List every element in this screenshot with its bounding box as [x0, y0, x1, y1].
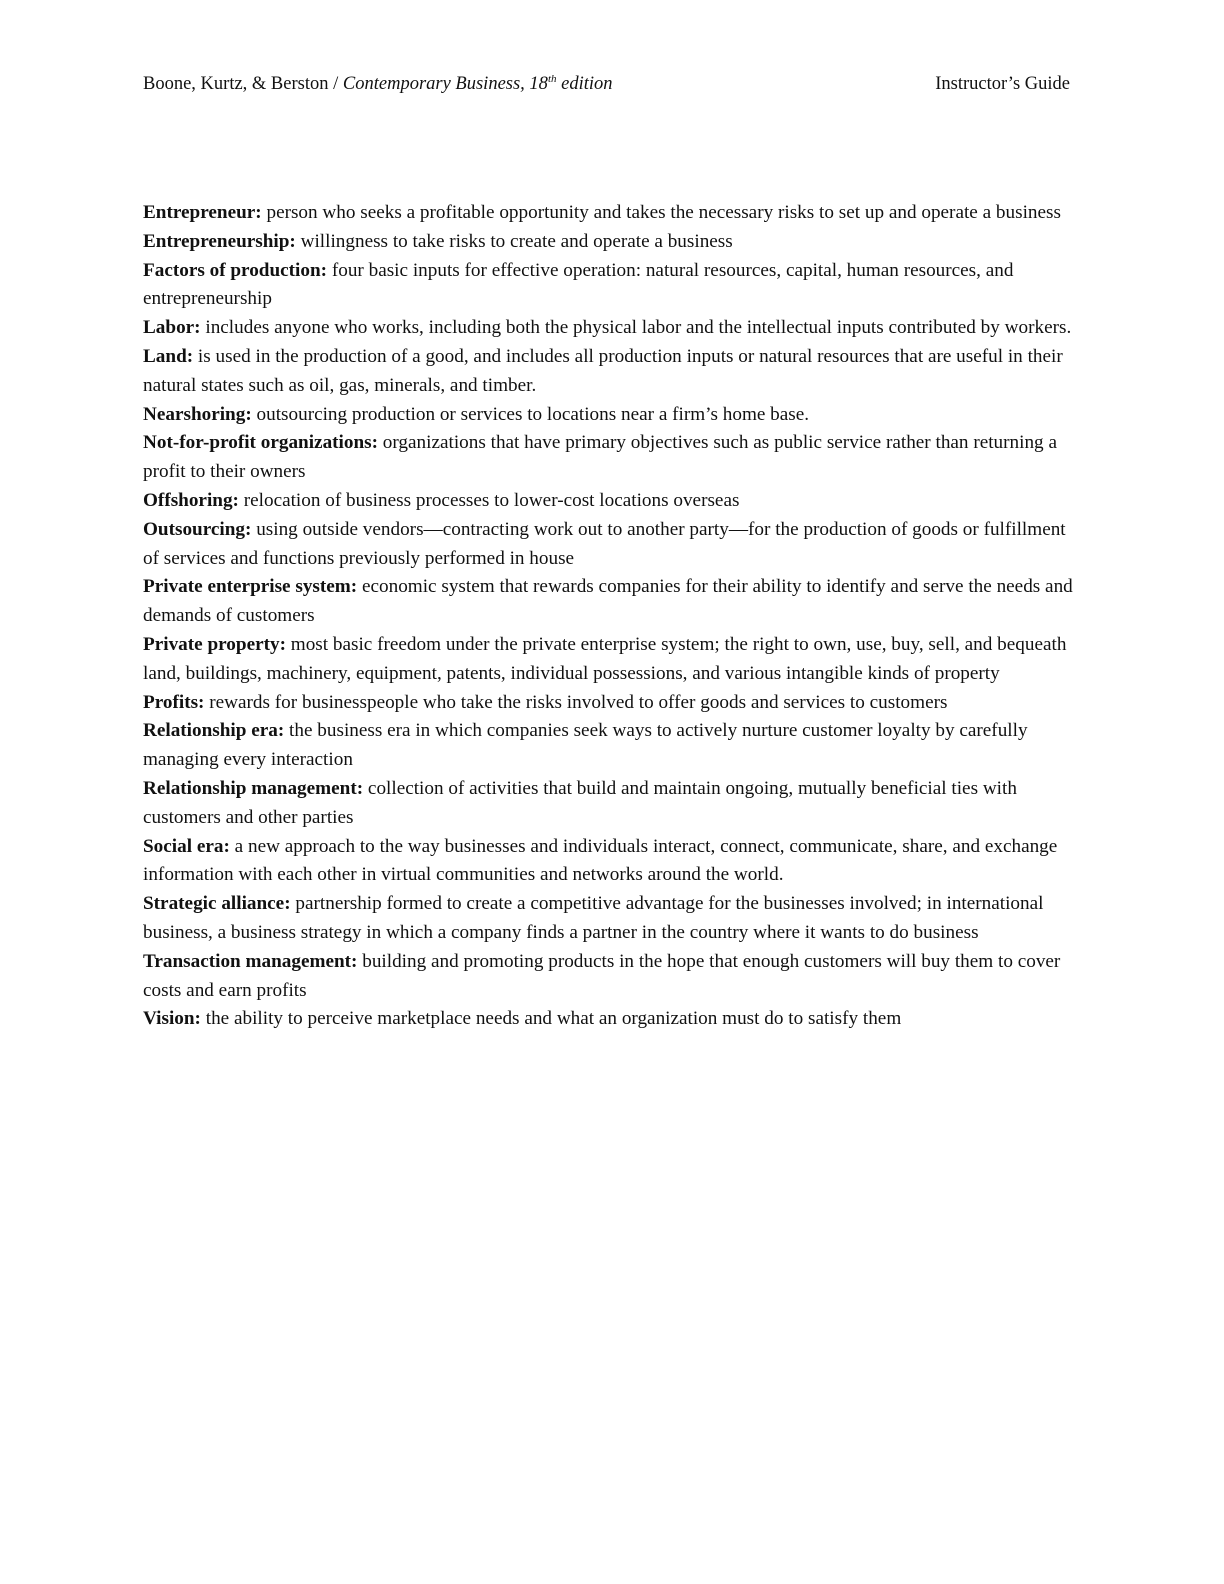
glossary-term: Transaction management:	[143, 950, 358, 972]
glossary-definition: organizations that have primary objectives such as public service rather than returning a profit to their owners	[143, 432, 1057, 483]
running-header	[143, 72, 1070, 96]
glossary-entry	[143, 429, 1075, 487]
header-edition-word: edition	[556, 74, 613, 94]
glossary-definition: willingness to take risks to create and operate a business	[295, 230, 733, 252]
glossary-term: Factors of production:	[143, 259, 328, 281]
glossary-definition: is used in the production of a good, and includes all production inputs or natural resources that are useful in their natural states such as oil, gas, minerals, and timber.	[143, 345, 1063, 396]
glossary-entry	[143, 401, 1075, 430]
glossary-definition: outsourcing production or services to locations near a firm’s home base.	[251, 403, 810, 425]
glossary-term: Strategic alliance:	[143, 893, 291, 915]
glossary-entry	[143, 228, 1075, 257]
glossary-definition: rewards for businesspeople who take the risks involved to offer goods and services to customers	[204, 691, 948, 713]
glossary-definition: most basic freedom under the private enterprise system; the right to own, use, buy, sell, and bequeath land, buildings, machinery, equipment, patents, individual possessions, and various intangible kinds of property	[143, 633, 1067, 684]
glossary-entry	[143, 833, 1075, 891]
header-book-title: Contemporary Business, 18	[342, 74, 548, 94]
glossary-entry	[143, 343, 1075, 401]
glossary-entry	[143, 890, 1075, 948]
glossary-term: Not-for-profit organizations:	[143, 432, 378, 454]
glossary-term: Relationship management:	[143, 777, 364, 799]
glossary-term: Entrepreneurship:	[143, 230, 296, 252]
glossary-term: Social era:	[143, 835, 230, 857]
glossary-entry	[143, 257, 1075, 315]
glossary-entry	[143, 689, 1075, 718]
glossary-entry	[143, 314, 1075, 343]
glossary-definition: economic system that rewards companies for their ability to identify and serve the needs and demands of customers	[143, 576, 1073, 627]
glossary-definition: partnership formed to create a competitive advantage for the businesses involved; in international business, a business strategy in which a company finds a partner in the country where it wants to do business	[143, 893, 1044, 943]
glossary-definition: includes anyone who works, including both the physical labor and the intellectual inputs contributed by workers.	[200, 317, 1072, 339]
glossary-definition: using outside vendors—contracting work out to another party—for the production of goods or fulfillment of services and functions previously performed in house	[143, 518, 1066, 569]
glossary-term: Outsourcing:	[143, 518, 252, 540]
glossary-term: Relationship era:	[143, 720, 285, 742]
glossary-term: Private property:	[143, 633, 286, 655]
glossary-definition: a new approach to the way businesses and individuals interact, connect, communicate, share, and exchange information with each other in virtual communities and networks around the world.	[143, 835, 1058, 886]
glossary-term: Vision:	[143, 1008, 201, 1030]
glossary-entry	[143, 631, 1075, 689]
header-authors: Boone, Kurtz, & Berston /	[143, 74, 343, 94]
glossary-term: Offshoring:	[143, 489, 239, 511]
glossary-term: Land:	[143, 345, 194, 367]
glossary-definition: building and promoting products in the hope that enough customers will buy them to cover costs and earn profits	[143, 950, 1061, 1001]
glossary-definition: the ability to perceive marketplace needs and what an organization must do to satisfy them	[200, 1008, 902, 1030]
glossary-term: Profits:	[143, 691, 205, 713]
glossary-entry	[143, 1005, 1075, 1034]
glossary-entry	[143, 775, 1075, 833]
header-citation	[143, 72, 613, 96]
glossary-definition: relocation of business processes to lower-cost locations overseas	[238, 489, 740, 511]
glossary-entry	[143, 487, 1075, 516]
glossary-entry	[143, 948, 1075, 1006]
glossary-term: Nearshoring:	[143, 403, 252, 425]
glossary-entry	[143, 199, 1075, 228]
glossary-definition: the business era in which companies seek ways to actively nurture customer loyalty by carefully managing every interaction	[143, 720, 1028, 771]
glossary-definition: person who seeks a profitable opportunity and takes the necessary risks to set up and operate a business	[261, 202, 1061, 223]
glossary-term: Private enterprise system:	[143, 576, 358, 598]
glossary-list	[143, 199, 1075, 1034]
header-edition-superscript: th	[547, 72, 557, 85]
glossary-entry	[143, 573, 1075, 631]
glossary-entry	[143, 516, 1075, 574]
glossary-entry	[143, 717, 1075, 775]
glossary-term: Labor:	[143, 317, 201, 339]
glossary-definition: collection of activities that build and maintain ongoing, mutually beneficial ties with customers and other parties	[143, 777, 1017, 828]
glossary-term: Entrepreneur:	[143, 202, 262, 223]
glossary-definition: four basic inputs for effective operation: natural resources, capital, human resources, and entrepreneurship	[143, 259, 1014, 310]
header-guide-label: Instructor’s Guide	[935, 74, 1070, 94]
